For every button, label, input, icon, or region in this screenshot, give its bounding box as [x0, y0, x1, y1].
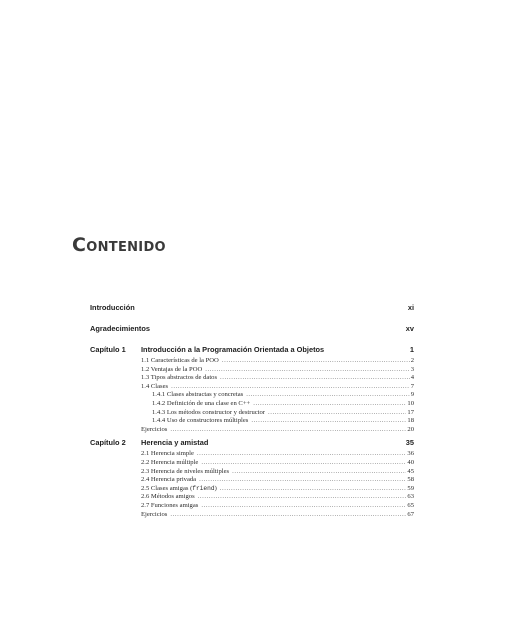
toc-section [90, 450, 414, 459]
dot-leader [205, 366, 409, 375]
dot-leader [253, 400, 406, 409]
toc-section [90, 357, 414, 366]
section-list [90, 450, 414, 519]
dot-leader [171, 383, 410, 392]
section-title [141, 485, 217, 494]
dot-leader [222, 357, 410, 366]
section-page: 45 [407, 467, 414, 475]
dot-leader [246, 391, 410, 400]
section-page: 67 [407, 510, 414, 518]
section-title: 1.3 Tipos abstractos de datos [141, 374, 218, 382]
section-title: 2.7 Funciones amigas [141, 501, 199, 509]
toc-entry-title: Introducción [90, 303, 135, 312]
section-title: 2.1 Herencia simple [141, 450, 194, 458]
section-page: 9 [410, 391, 414, 399]
section-title: 2.3 Herencia de niveles múltiples [141, 467, 230, 475]
toc-section [90, 476, 414, 485]
chapter-page: 1 [409, 345, 414, 354]
dot-leader [197, 450, 406, 459]
section-page: 20 [407, 425, 414, 433]
toc-entry-page: xv [405, 324, 414, 333]
toc-subsection [90, 409, 414, 418]
section-title: 1.4 Clases [141, 382, 169, 390]
section-list [90, 357, 414, 434]
chapter-heading [90, 345, 414, 355]
section-title: 2.2 Herencia múltiple [141, 458, 199, 466]
chapter-label: Capítulo 1 [90, 345, 126, 354]
chapter-page: 35 [405, 438, 414, 448]
section-page: 2 [410, 357, 414, 364]
toc-section [90, 493, 414, 502]
dot-leader [232, 468, 406, 477]
chapter-2 [90, 438, 414, 519]
toc-section [90, 485, 414, 494]
section-title: 1.1 Características de la POO [141, 357, 219, 364]
page-title: Contenido [72, 234, 166, 256]
toc-entry-page: xi [407, 303, 414, 312]
dot-leader [251, 417, 406, 426]
toc-subsection [90, 417, 414, 426]
section-page: 7 [410, 382, 414, 390]
section-page: 58 [407, 476, 414, 484]
section-page: 10 [407, 399, 414, 407]
section-page: 63 [407, 493, 414, 501]
section-title-prefix: 2.5 Clases amigas ( [141, 484, 193, 492]
section-page: 3 [410, 365, 414, 373]
toc-section [90, 426, 414, 435]
section-page: 4 [410, 374, 414, 382]
chapter-title: Introducción a la Programación Orientada a Objetos [141, 345, 325, 354]
section-page: 59 [407, 484, 414, 492]
section-title: 1.4.4 Uso de constructores múltiples [152, 417, 249, 425]
chapter-title: Herencia y amistad [141, 438, 209, 448]
section-page: 18 [407, 417, 414, 425]
toc-section [90, 468, 414, 477]
section-title: 2.6 Métodos amigos [141, 493, 195, 501]
toc-subsection [90, 400, 414, 409]
dot-leader [170, 511, 406, 520]
section-title: 2.4 Herencia privada [141, 476, 197, 484]
dot-leader [268, 409, 406, 418]
toc-section [90, 383, 414, 392]
section-title: 1.4.1 Clases abstractas y concretas [152, 391, 244, 399]
toc-subsection [90, 391, 414, 400]
section-page: 17 [407, 408, 414, 416]
section-page: 36 [407, 450, 414, 458]
dot-leader [201, 459, 406, 468]
toc-entry-agradecimientos [90, 324, 414, 334]
toc-section [90, 502, 414, 511]
toc-section [90, 366, 414, 375]
section-title: 1.4.3 Los métodos constructor y destructor [152, 408, 265, 416]
section-page: 65 [407, 501, 414, 509]
section-title: 1.4.2 Definición de una clase en C++ [152, 399, 251, 407]
section-title: Ejercicios [141, 425, 168, 433]
toc-section [90, 511, 414, 520]
section-page: 40 [407, 458, 414, 466]
toc-entry-introduccion [90, 303, 414, 313]
section-title-code: friend [192, 484, 215, 492]
chapter-label: Capítulo 2 [90, 438, 126, 448]
section-title: 1.2 Ventajas de la POO [141, 365, 203, 373]
table-of-contents [90, 303, 414, 519]
dot-leader [220, 485, 407, 494]
toc-section [90, 459, 414, 468]
dot-leader [199, 476, 406, 485]
dot-leader [198, 493, 407, 502]
dot-leader [220, 374, 410, 383]
section-title: Ejercicios [141, 510, 168, 518]
chapter-heading [90, 438, 414, 448]
toc-entry-title: Agradecimientos [90, 324, 150, 333]
dot-leader [170, 426, 406, 435]
chapter-1 [90, 345, 414, 434]
dot-leader [201, 502, 406, 511]
section-title-suffix: ) [214, 484, 217, 492]
toc-section [90, 374, 414, 383]
